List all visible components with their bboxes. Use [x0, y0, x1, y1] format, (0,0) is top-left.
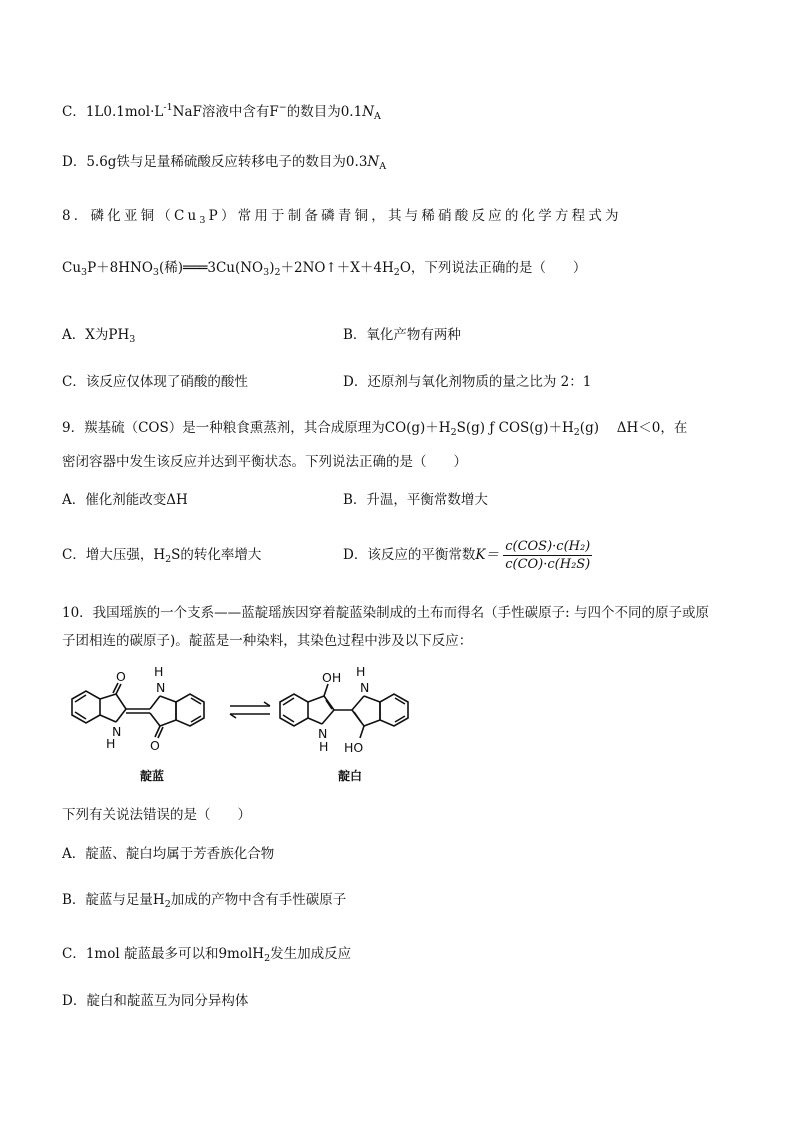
- atom-n-left: N: [318, 726, 328, 741]
- indigo-reaction-diagram: [58, 664, 438, 794]
- atom-o-bottom: O: [150, 738, 160, 753]
- atom-h-left: H: [319, 739, 329, 754]
- atom-h-bottom: H: [106, 736, 116, 751]
- q10-option-b: B．靛蓝与足量$H_2$加成的产物中含有手性碳原子: [62, 892, 347, 910]
- q9-option-d: D．该反应的平衡常数K＝ $\frac{\text{c(COS)·c(H₂)}}{\text{c(CO)·c(H₂S)}}$: [343, 539, 591, 572]
- atom-ho-bottom: HO: [344, 740, 364, 755]
- q9-stem: 9．羰基硫（COS）是一种粮食熏蒸剂，其合成原理为$CO(g)+H_2S(g)$ ƒ $COS(g)+H_2(g)$ ΔH＜0，在: [62, 420, 688, 438]
- q8-option-c: C．该反应仅体现了硝酸的酸性: [62, 374, 248, 390]
- leuco-benzene-right: [380, 694, 408, 726]
- q7-option-d: D．5.6g铁与足量稀硫酸反应转移电子的数目为$0.3N_A$: [62, 154, 387, 172]
- q7-option-c: C．$1L0.1mol\cdot L^{-1}NaF$溶液中含有F−的数目为$0.1N_A$: [62, 102, 381, 122]
- q10-ask: 下列有关说法错误的是（ ）: [62, 807, 251, 823]
- atom-h-top: H: [154, 664, 164, 679]
- atom-h-right-top: H: [356, 664, 366, 679]
- q10-stem-line2: 子团相连的碳原子)。靛蓝是一种染料，其染色过程中涉及以下反应：: [62, 633, 473, 649]
- label-indigo: 靛蓝: [140, 769, 165, 783]
- q10-option-c: C．1mol 靛蓝最多可以和9molH$_2$发生加成反应: [62, 946, 352, 964]
- q9-stem-line2: 密闭容器中发生该反应并达到平衡状态。下列说法正确的是（ ）: [62, 454, 467, 470]
- atom-oh-top: OH: [322, 670, 342, 685]
- q8-stem: 8．磷化亚铜$(Cu_3P)$常用于制备磷青铜，其与稀硝酸反应的化学方程式为: [62, 208, 622, 226]
- q8-option-b: B．氧化产物有两种: [343, 327, 461, 343]
- atom-n-bottom: N: [112, 724, 122, 739]
- q10-option-a: A．靛蓝、靛白均属于芳香族化合物: [62, 846, 275, 862]
- q8-option-d: D．还原剂与氧化剂物质的量之比为 2：1: [343, 374, 592, 390]
- indigo-benzene-right: [176, 694, 204, 726]
- q9-option-c: C．增大压强，$H_2S$的转化率增大: [62, 547, 262, 565]
- q8-option-a: A．X为$PH_3$: [62, 327, 136, 345]
- atom-n-right: N: [360, 680, 370, 695]
- atom-n-top: N: [156, 680, 166, 695]
- q9-option-a: A．催化剂能改变ΔH: [62, 492, 188, 508]
- label-leuco-indigo: 靛白: [338, 769, 363, 783]
- q9-option-b: B．升温，平衡常数增大: [343, 492, 488, 508]
- q8-equation: $Cu_3P+8HNO_3$(稀)$═══3Cu(NO_3)_2+2NO↑+X+4H_2O$，下列说法正确的是（ ）: [62, 260, 587, 278]
- equilibrium-constant-fraction: $\frac{\text{c(COS)·c(H₂)}}{\text{c(CO)·c(H₂S)}}$: [505, 539, 591, 572]
- atom-o-top: O: [116, 669, 126, 684]
- q10-option-d: D．靛白和靛蓝互为同分异构体: [62, 993, 249, 1009]
- q10-stem: 10．我国瑶族的一个支系——蓝靛瑶族因穿着靛蓝染制成的土布而得名（手性碳原子: 与四个不同的原子或原: [62, 605, 710, 621]
